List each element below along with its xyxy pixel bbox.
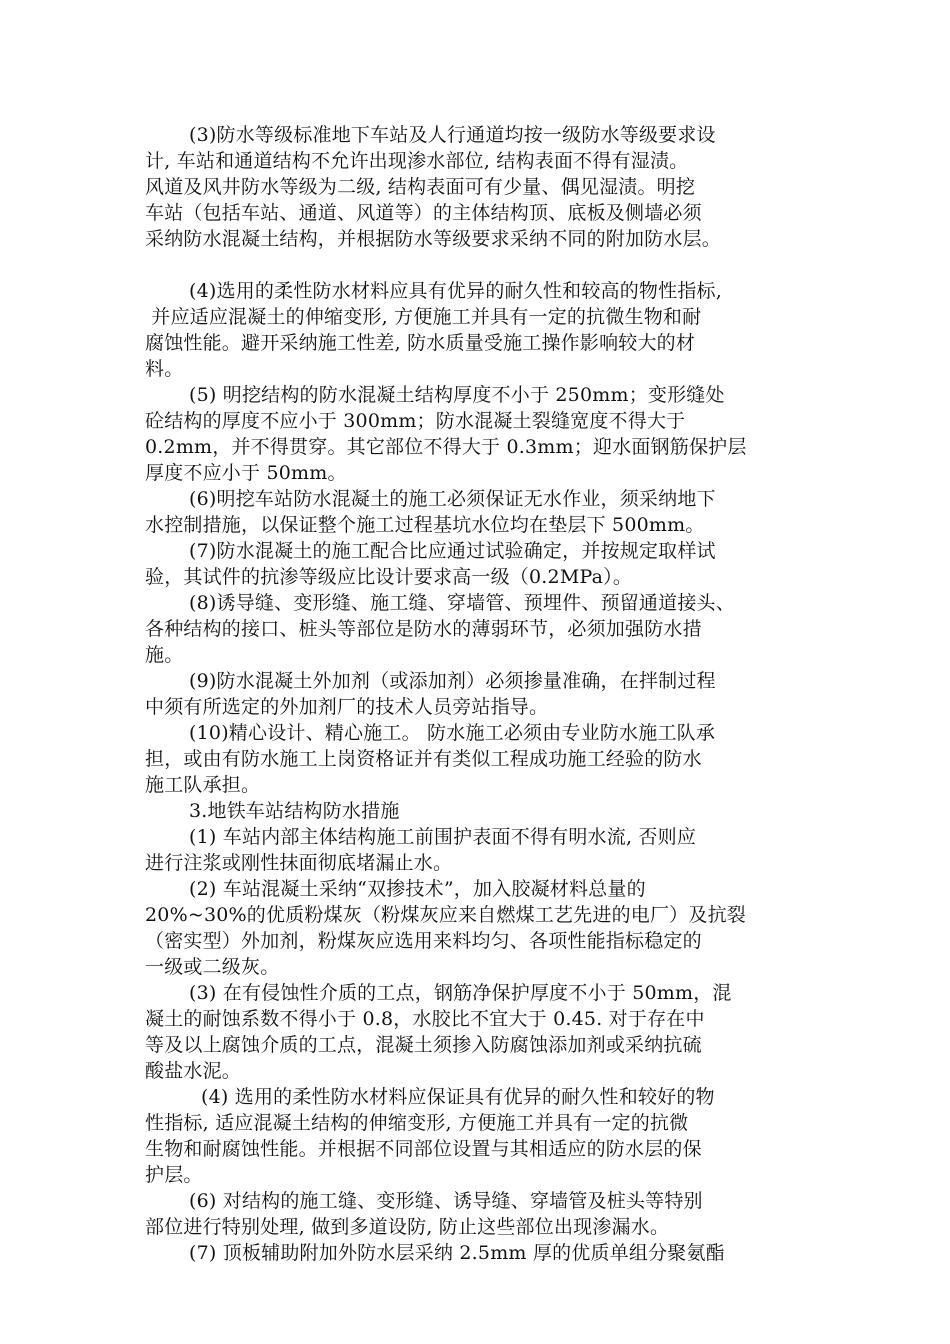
text-line: 计, 车站和通道结构不允许出现渗水部位, 结构表面不得有湿渍。 <box>145 150 689 172</box>
text-line: 车站（包括车站、通道、风道等）的主体结构顶、底板及侧墙必须 <box>145 202 702 224</box>
text-line: (4)选用的柔性防水材料应具有优异的耐久性和较高的物性指标, <box>189 280 722 302</box>
text-line: 性指标, 适应混凝土结构的伸缩变形, 方便施工并具有一定的抗微 <box>145 1112 689 1134</box>
text-line: (6)明挖车站防水混凝土的施工必须保证无水作业，须采纳地下 <box>189 488 716 510</box>
text-line: 砼结构的厚度不应小于 300mm；防水混凝土裂缝宽度不得大于 <box>145 410 686 432</box>
text-line: 并应适应混凝土的伸缩变形, 方便施工并具有一定的抗微生物和耐 <box>145 306 702 328</box>
text-line: (7)防水混凝土的施工配合比应通过试验确定，并按规定取样试 <box>189 540 716 562</box>
section-heading: 3.地铁车站结构防水措施 <box>189 800 400 822</box>
text-line: (6) 对结构的施工缝、变形缝、诱导缝、穿墙管及桩头等特别 <box>189 1190 703 1212</box>
text-line: 风道及风井防水等级为二级, 结构表面可有少量、偶见湿渍。明挖 <box>145 176 696 198</box>
text-line: 施工队承担。 <box>145 774 261 796</box>
text-line: 施。 <box>145 644 184 666</box>
text-line: 一级或二级灰。 <box>145 956 280 978</box>
text-line: 部位进行特别处理, 做到多道设防, 防止这些部位出现渗漏水。 <box>145 1216 670 1238</box>
text-line: 腐蚀性能。避开采纳施工性差, 防水质量受施工操作影响较大的材 <box>145 332 696 354</box>
text-line: (4) 选用的柔性防水材料应保证具有优异的耐久性和较好的物 <box>201 1086 715 1108</box>
text-line: (10)精心设计、精心施工。 防水施工必须由专业防水施工队承 <box>189 722 716 744</box>
text-line: (7) 顶板辅助附加外防水层采纳 2.5mm 厚的优质单组分聚氨酯 <box>189 1242 725 1264</box>
text-line: (3)防水等级标准地下车站及人行通道均按一级防水等级要求设 <box>189 124 716 146</box>
text-line: 护层。 <box>145 1164 203 1186</box>
text-line: 水控制措施，以保证整个施工过程基坑水位均在垫层下 500mm。 <box>145 514 705 536</box>
text-line: 料。 <box>145 358 184 380</box>
text-line: 各种结构的接口、桩头等部位是防水的薄弱环节，必须加强防水措 <box>145 618 702 640</box>
text-line: 生物和耐腐蚀性能。并根据不同部位设置与其相适应的防水层的保 <box>145 1138 702 1160</box>
text-line: 凝土的耐蚀系数不得小于 0.8，水胶比不宜大于 0.45. 对于存在中 <box>145 1008 705 1030</box>
text-line: 担，或由有防水施工上岗资格证并有类似工程成功施工经验的防水 <box>145 748 702 770</box>
text-line: (9)防水混凝土外加剂（或添加剂）必须掺量准确，在拌制过程 <box>189 670 716 692</box>
text-line: (8)诱导缝、变形缝、施工缝、穿墙管、预埋件、预留通道接头、 <box>189 592 735 614</box>
text-line: (3) 在有侵蚀性介质的工点，钢筋净保护厚度不小于 50mm，混 <box>189 982 732 1004</box>
document-body <box>145 122 825 1266</box>
text-line: 验，其试件的抗渗等级应比设计要求高一级（0.2MPa）。 <box>145 566 633 588</box>
text-line: 厚度不应小于 50mm。 <box>145 462 347 484</box>
text-line: 20%~30%的优质粉煤灰（粉煤灰应来自燃煤工艺先进的电厂）及抗裂 <box>145 904 746 926</box>
text-line: 0.2mm，并不得贯穿。其它部位不得大于 0.3mm；迎水面钢筋保护层 <box>145 436 747 458</box>
text-line: 进行注浆或刚性抹面彻底堵漏止水。 <box>145 852 453 874</box>
text-line: (1) 车站内部主体结构施工前围护表面不得有明水流, 否则应 <box>189 826 697 848</box>
text-line: (5) 明挖结构的防水混凝土结构厚度不小于 250mm；变形缝处 <box>189 384 725 406</box>
text-line: (2) 车站混凝土采纳“双掺技术”，加入胶凝材料总量的 <box>189 878 646 900</box>
text-line: 酸盐水泥。 <box>145 1060 242 1082</box>
text-line: 采纳防水混凝土结构，并根据防水等级要求采纳不同的附加防水层。 <box>145 228 722 250</box>
paragraph-gap <box>145 252 825 278</box>
text-line: 等及以上腐蚀介质的工点，混凝土须掺入防腐蚀添加剂或采纳抗硫 <box>145 1034 702 1056</box>
text-line: 中须有所选定的外加剂厂的技术人员旁站指导。 <box>145 696 549 718</box>
text-line: （密实型）外加剂，粉煤灰应选用来料均匀、各项性能指标稳定的 <box>145 930 702 952</box>
